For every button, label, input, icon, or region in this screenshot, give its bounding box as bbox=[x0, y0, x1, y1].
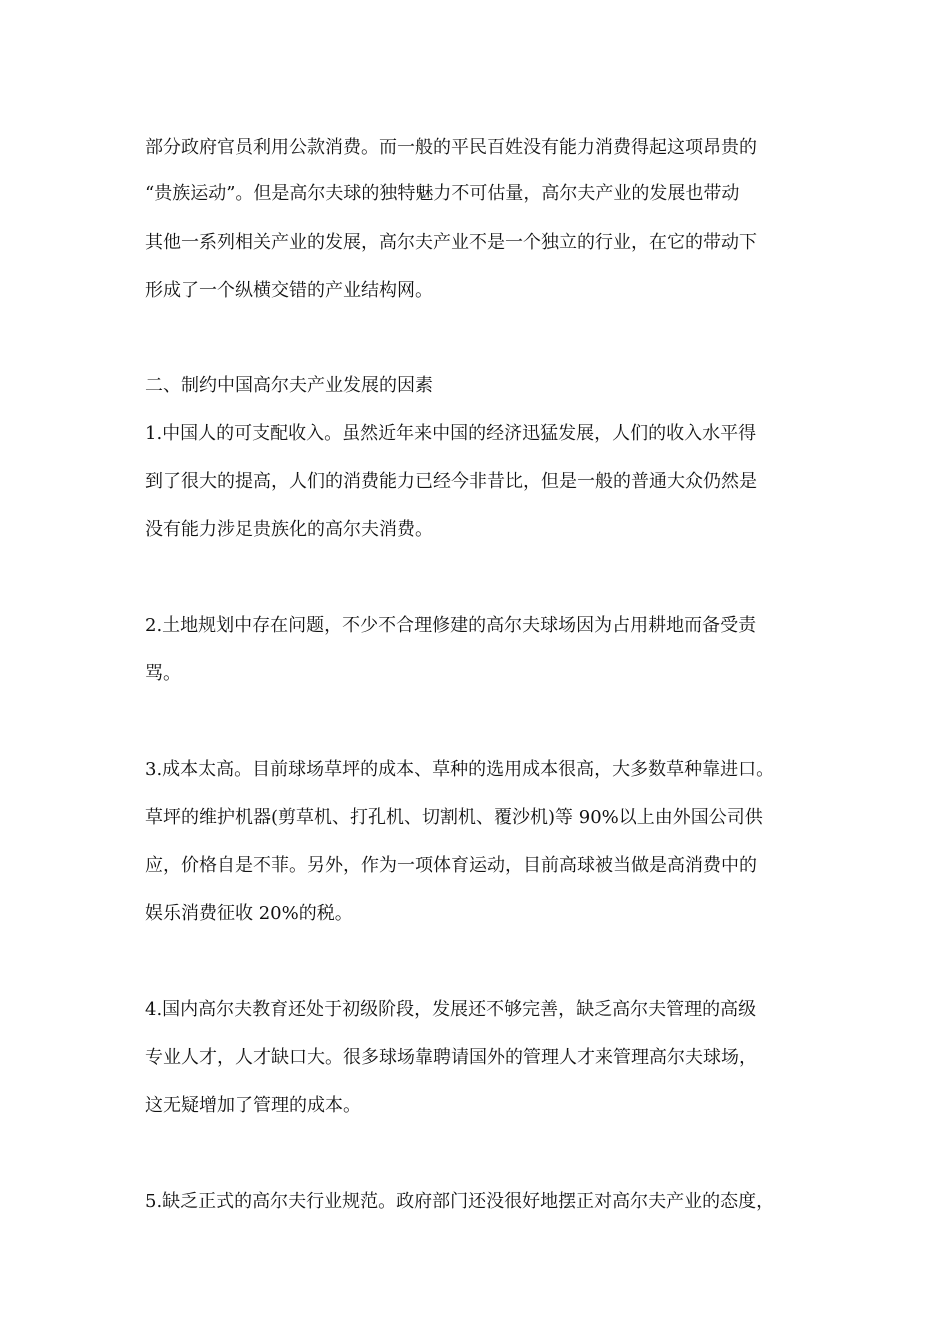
item-1-line-2: 到了很大的提高，人们的消费能力已经今非昔比，但是一般的普通大众仍然是 bbox=[145, 471, 757, 492]
item-5-line-1: 5.缺乏正式的高尔夫行业规范。政府部门还没很好地摆正对高尔夫产业的态度， bbox=[145, 1191, 775, 1212]
paragraph-1-line-4: 形成了一个纵横交错的产业结构网。 bbox=[145, 280, 433, 301]
item-4-line-3: 这无疑增加了管理的成本。 bbox=[145, 1095, 361, 1116]
section-heading: 二、制约中国高尔夫产业发展的因素 bbox=[145, 375, 433, 396]
paragraph-1-line-1: 部分政府官员利用公款消费。而一般的平民百姓没有能力消费得起这项昂贵的 bbox=[145, 137, 757, 158]
item-4-line-1: 4.国内高尔夫教育还处于初级阶段，发展还不够完善，缺乏高尔夫管理的高级 bbox=[145, 999, 757, 1020]
item-2-line-1: 2.土地规划中存在问题，不少不合理修建的高尔夫球场因为占用耕地而备受责 bbox=[145, 615, 757, 636]
paragraph-1-line-2: “贵族运动”。但是高尔夫球的独特魅力不可估量，高尔夫产业的发展也带动 bbox=[145, 183, 740, 204]
item-1-line-1: 1.中国人的可支配收入。虽然近年来中国的经济迅猛发展，人们的收入水平得 bbox=[145, 423, 757, 444]
item-2-line-2: 骂。 bbox=[145, 663, 181, 684]
item-3-line-1: 3.成本太高。目前球场草坪的成本、草种的选用成本很高，大多数草种靠进口。 bbox=[145, 759, 775, 780]
item-3-line-3: 应，价格自是不菲。另外，作为一项体育运动，目前高球被当做是高消费中的 bbox=[145, 855, 757, 876]
item-3-line-2: 草坪的维护机器(剪草机、打孔机、切割机、覆沙机)等 90%以上由外国公司供 bbox=[145, 807, 763, 828]
item-3-line-4: 娱乐消费征收 20%的税。 bbox=[145, 903, 353, 924]
item-1-line-3: 没有能力涉足贵族化的高尔夫消费。 bbox=[145, 519, 433, 540]
item-4-line-2: 专业人才，人才缺口大。很多球场靠聘请国外的管理人才来管理高尔夫球场， bbox=[145, 1047, 757, 1068]
paragraph-1-line-3: 其他一系列相关产业的发展，高尔夫产业不是一个独立的行业，在它的带动下 bbox=[145, 232, 757, 253]
